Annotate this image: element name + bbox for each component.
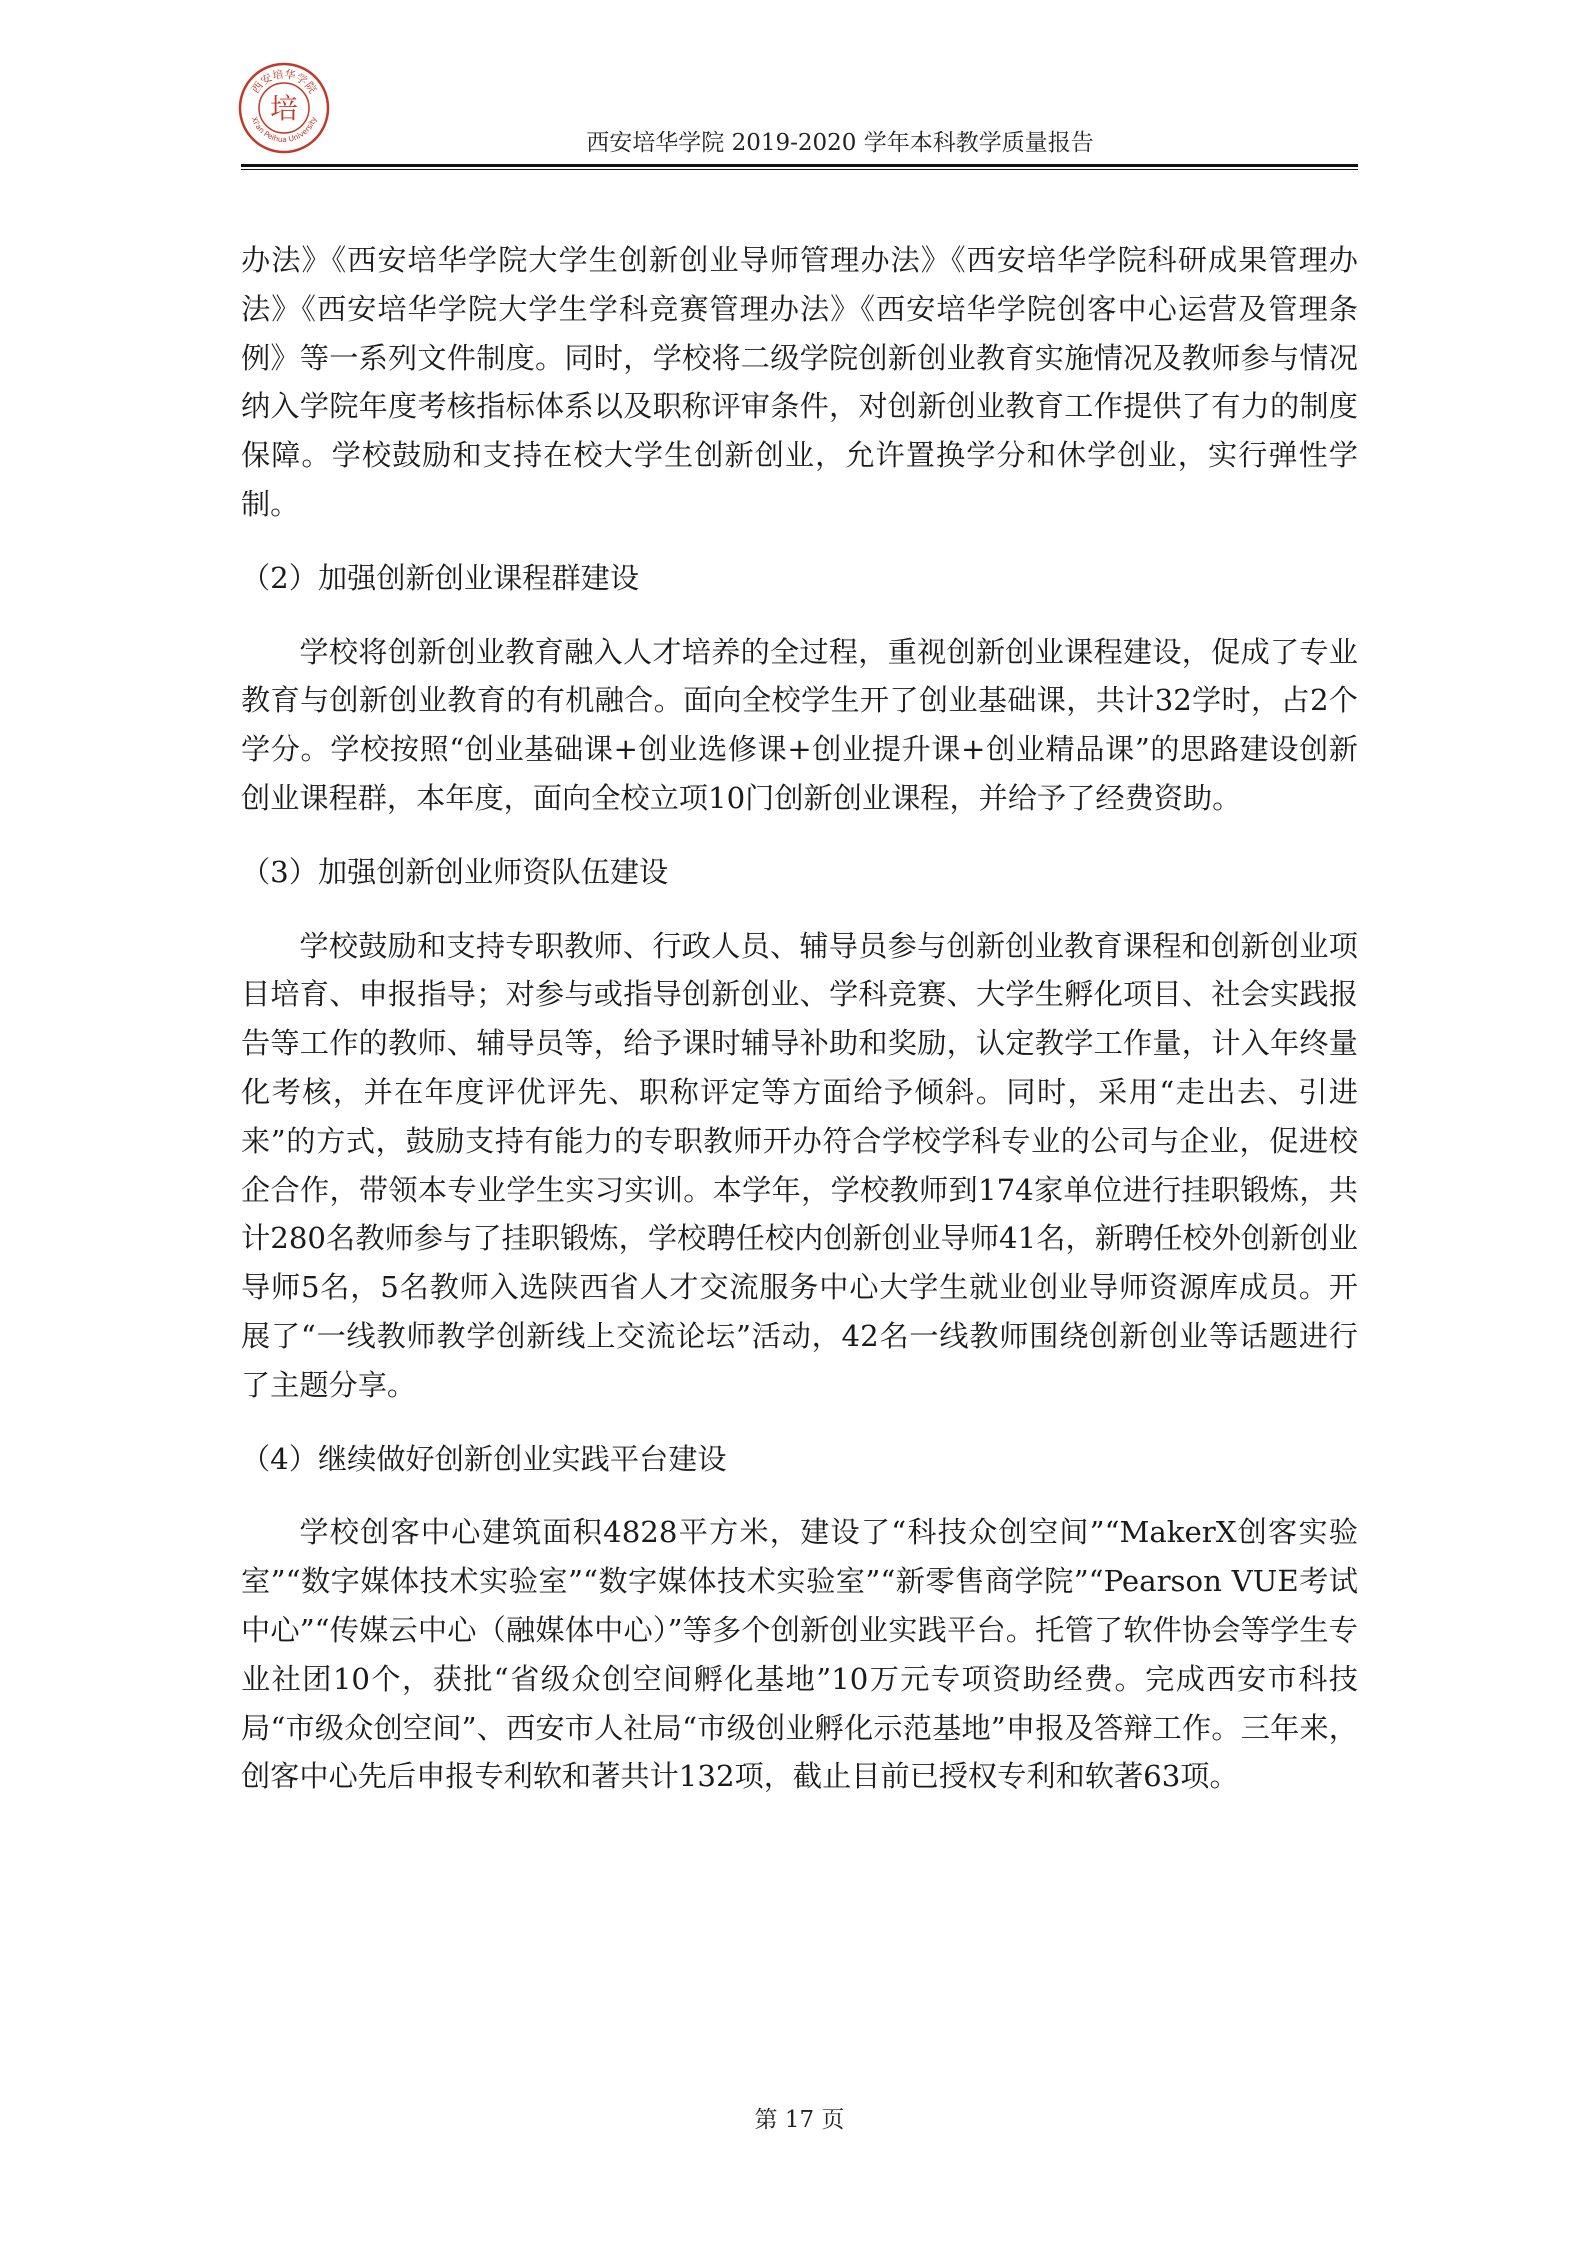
section-heading-course-group: （2）加强创新创业课程群建设 bbox=[241, 560, 640, 595]
paragraph-practice-platform: 学校创客中心建筑面积4828平方米，建设了“科技众创空间”“MakerX创客实验室”“数字媒体技术实验室”“数字媒体技术实验室”“新零售商学院”“Pearson VUE考试中心”“传媒云中心（融媒体中心）”等多个创新创业实践平台。托管了软件协会等学生专业社团10个，获批“省级众创空间孵化基地”10万元专项资助经费。完成西安市科技局“市级众创空间”、西安市人社局“市级创业孵化示范基地”申报及答辩工作。三年来，创客中心先后申报专利软和著共计132项，截止目前已授权专利和软著63项。 bbox=[241, 1515, 1358, 1794]
document-body bbox=[241, 236, 1358, 1801]
header-title: 西安培华学院 2019-2020 学年本科教学质量报告 bbox=[586, 130, 1094, 156]
paragraph-regulations: 办法》《西安培华学院大学生创新创业导师管理办法》《西安培华学院科研成果管理办法》《西安培华学院大学生学科竞赛管理办法》《西安培华学院创客中心运营及管理条例》等一系列文件制度。同时，学校将二级学院创新创业教育实施情况及教师参与情况纳入学院年度考核指标体系以及职称评审条件，对创新创业教育工作提供了有力的制度保障。学校鼓励和支持在校大学生创新创业，允许置换学分和休学创业，实行弹性学制。 bbox=[241, 243, 1358, 521]
paragraph-course-group: 学校将创新创业教育融入人才培养的全过程，重视创新创业课程建设，促成了专业教育与创新创业教育的有机融合。面向全校学生开了创业基础课，共计32学时，占2个学分。学校按照“创业基础课+创业选修课+创业提升课+创业精品课”的思路建设创新创业课程群，本年度，面向全校立项10门创新创业课程，并给予了经费资助。 bbox=[241, 634, 1358, 815]
seal-monogram: 培 bbox=[269, 92, 299, 125]
section-heading-faculty: （3）加强创新创业师资队伍建设 bbox=[241, 854, 669, 889]
page-number: 第 17 页 bbox=[754, 2107, 845, 2133]
seal-text-top: 西安培华学院 bbox=[248, 67, 320, 96]
seal-text-bottom: Xi'an Peihua University bbox=[249, 115, 319, 145]
paragraph-faculty: 学校鼓励和支持专职教师、行政人员、辅导员参与创新创业教育课程和创新创业项目培育、申报指导；对参与或指导创新创业、学科竞赛、大学生孵化项目、社会实践报告等工作的教师、辅导员等，给予课时辅导补助和奖励，认定教学工作量，计入年终量化考核，并在年度评优评先、职称评定等方面给予倾斜。同时，采用“走出去、引进来”的方式，鼓励支持有能力的专职教师开办符合学校学科专业的公司与企业，促进校企合作，带领本专业学生实习实训。本学年，学校教师到174家单位进行挂职锻炼，共计280名教师参与了挂职锻炼，学校聘任校内创新创业导师41名，新聘任校外创新创业导师5名，5名教师入选陕西省人才交流服务中心大学生就业创业导师资源库成员。开展了“一线教师教学创新线上交流论坛”活动，42名一线教师围绕创新创业等话题进行了主题分享。 bbox=[241, 928, 1358, 1402]
header-divider bbox=[241, 164, 1358, 170]
university-seal-logo bbox=[238, 62, 330, 154]
section-heading-practice-platform: （4）继续做好创新创业实践平台建设 bbox=[241, 1441, 727, 1476]
